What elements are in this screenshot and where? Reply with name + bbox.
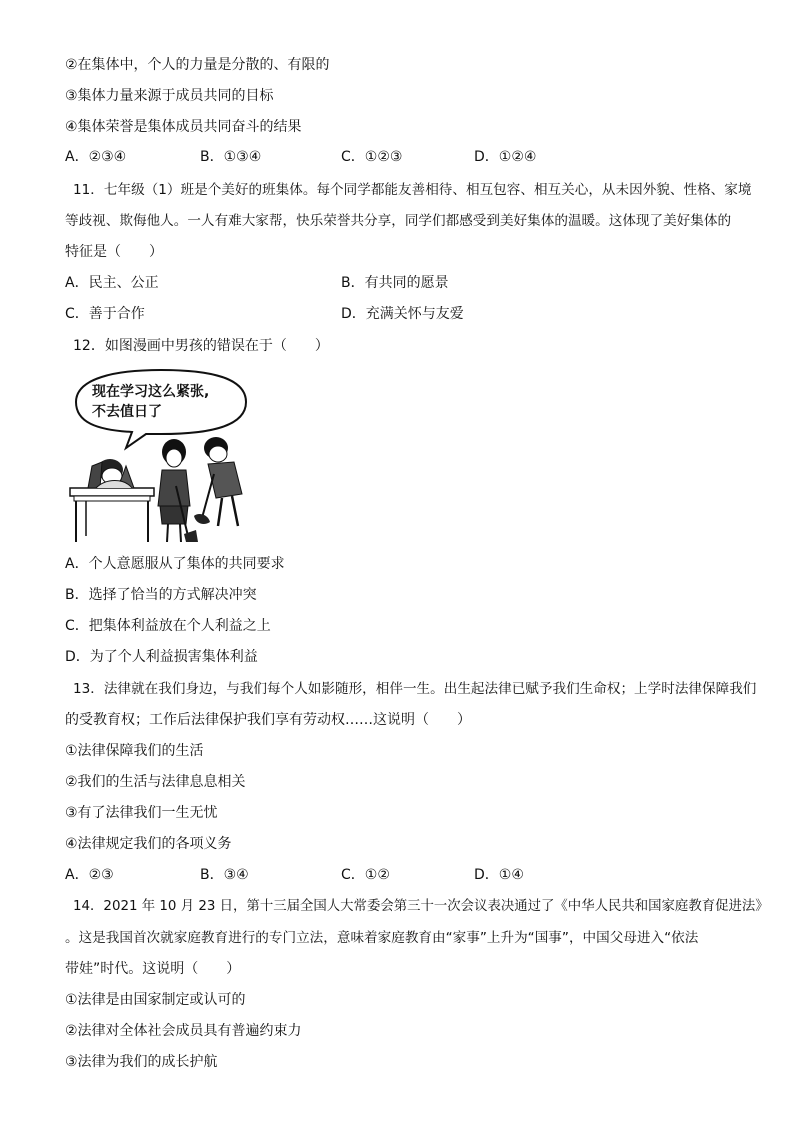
q12-option-b: B．选择了恰当的方式解决冲突 (65, 587, 257, 603)
q11-option-c: C．善于合作 (65, 306, 145, 322)
cartoon-drawing (66, 366, 256, 544)
q12-option-a: A．个人意愿服从了集体的共同要求 (65, 556, 285, 572)
q13-stem-line-1: 13．法律就在我们身边，与我们每个人如影随形，相伴一生。出生起法律已赋予我们生命权；上学时法律保障我们 (73, 681, 757, 697)
q11-stem-line-3: 特征是（ ） (65, 244, 163, 260)
cartoon-image (66, 366, 256, 544)
q14-stem-line-3: 带娃”时代。这说明（ ） (65, 961, 241, 977)
q11-option-b: B．有共同的愿景 (341, 275, 449, 291)
q13-option-c: C．①② (341, 867, 390, 883)
q10-option-c: C．①②③ (341, 149, 403, 165)
q14-item-1: ①法律是由国家制定或认可的 (65, 992, 246, 1008)
q10-item-2: ②在集体中，个人的力量是分散的、有限的 (65, 57, 330, 73)
q13-item-1: ①法律保障我们的生活 (65, 743, 204, 759)
q14-stem-line-1: 14．2021 年 10 月 23 日，第十三届全国人大常委会第三十一次会议表决通过了《中华人民共和国家庭教育促进法》 (73, 899, 769, 914)
q13-option-b: B．③④ (200, 867, 249, 883)
studying-boy (88, 459, 134, 488)
q10-option-a: A．②③④ (65, 149, 127, 165)
speech-line-2: 不去值日了 (92, 404, 162, 420)
desk (70, 488, 154, 542)
q13-option-a: A．②③ (65, 867, 114, 883)
q12-option-d: D．为了个人利益损害集体利益 (65, 649, 258, 665)
q13-option-d: D．①④ (474, 867, 524, 883)
q13-stem-line-2: 的受教育权；工作后法律保护我们享有劳动权……这说明（ ） (65, 712, 471, 728)
q10-item-4: ④集体荣誉是集体成员共同奋斗的结果 (65, 119, 302, 135)
q13-item-2: ②我们的生活与法律息息相关 (65, 774, 246, 790)
girl (158, 439, 198, 542)
q10-item-3: ③集体力量来源于成员共同的目标 (65, 88, 274, 104)
q14-item-2: ②法律对全体社会成员具有普遍约束力 (65, 1023, 302, 1039)
q11-stem-line-2: 等歧视、欺侮他人。一人有难大家帮，快乐荣誉共分享，同学们都感受到美好集体的温暖。这体现了美好集体的 (65, 213, 732, 229)
q11-option-a: A．民主、公正 (65, 275, 159, 291)
q13-item-3: ③有了法律我们一生无忧 (65, 805, 218, 821)
q14-stem-line-2: 。这是我国首次就家庭教育进行的专门立法，意味着家庭教育由“家事”上升为“国事”，中国父母进入“依法 (65, 930, 699, 946)
q14-item-3: ③法律为我们的成长护航 (65, 1054, 218, 1070)
q10-option-b: B．①③④ (200, 149, 262, 165)
q12-option-c: C．把集体利益放在个人利益之上 (65, 618, 271, 634)
q11-stem-line-1: 11．七年级（1）班是个美好的班集体。每个同学都能友善相待、相互包容、相互关心，从未因外貌、性格、家境 (73, 182, 752, 198)
q10-option-d: D．①②④ (474, 149, 537, 165)
speech-line-1: 现在学习这么紧张, (92, 384, 210, 400)
q12-stem: 12．如图漫画中男孩的错误在于（ ） (73, 338, 329, 354)
sweeping-boy (194, 437, 242, 526)
q11-option-d: D．充满关怀与友爱 (341, 306, 464, 322)
q13-item-4: ④法律规定我们的各项义务 (65, 836, 232, 852)
